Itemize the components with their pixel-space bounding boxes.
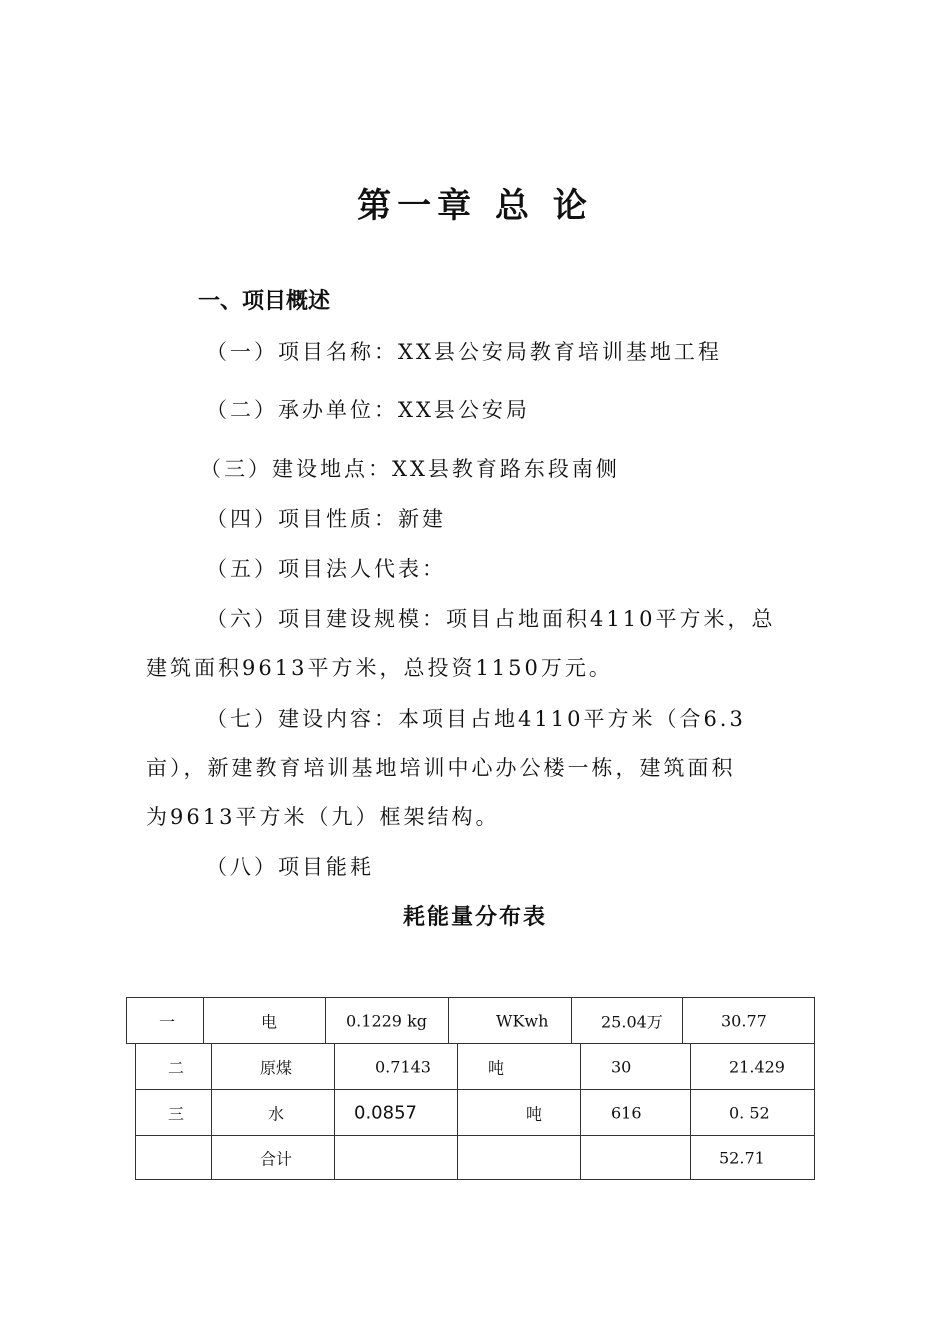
table-cell: 三 [135,1089,212,1136]
item-location: （三）建设地点：XX县教育路东段南侧 [200,457,620,481]
item-scale-line1: （六）项目建设规模：项目占地面积4110平方米，总 [206,607,776,631]
item-energy: （八）项目能耗 [206,855,374,879]
item-nature: （四）项目性质：新建 [206,507,446,531]
table-caption: 耗能量分布表 [402,905,547,930]
item-content-line3: 为9613平方米（九）框架结构。 [146,805,500,829]
item-organizer: （二）承办单位：XX县公安局 [206,398,530,422]
table-cell [135,1135,212,1180]
table-cell [580,1135,691,1180]
section-heading: 一、项目概述 [198,289,331,314]
table-cell [457,1135,581,1180]
item-content-line2: 亩），新建教育培训基地培训中心办公楼一栋，建筑面积 [146,756,736,780]
item-content-line1: （七）建设内容：本项目占地4110平方米（合6.3 [206,707,746,731]
table-cell: 0.0857 [334,1089,458,1136]
table-cell: 一 [126,997,204,1044]
table-cell: 30 [580,1043,691,1090]
table-cell: WKwh [448,997,572,1044]
item-project-name: （一）项目名称：XX县公安局教育培训基地工程 [206,340,722,364]
page-title: 第一章 总 论 [357,186,593,226]
table-cell: 52.71 [690,1135,815,1180]
table-cell: 合计 [211,1135,335,1180]
table-cell: 0. 52 [690,1089,815,1136]
table-cell: 0.7143 [334,1043,458,1090]
table-cell: 吨 [457,1043,581,1090]
table-cell: 水 [211,1089,335,1136]
table-cell: 30.77 [682,997,815,1044]
table-cell: 21.429 [690,1043,815,1090]
table-cell: 电 [203,997,326,1044]
item-legal-rep: （五）项目法人代表： [206,557,446,581]
item-scale-line2: 建筑面积9613平方米，总投资1150万元。 [146,656,613,680]
table-cell: 616 [580,1089,691,1136]
table-cell: 0.1229 kg [325,997,449,1044]
table-cell: 原煤 [211,1043,335,1090]
table-cell: 25.04万 [571,997,683,1044]
table-cell: 吨 [457,1089,581,1136]
table-cell [334,1135,458,1180]
table-cell: 二 [135,1043,212,1090]
